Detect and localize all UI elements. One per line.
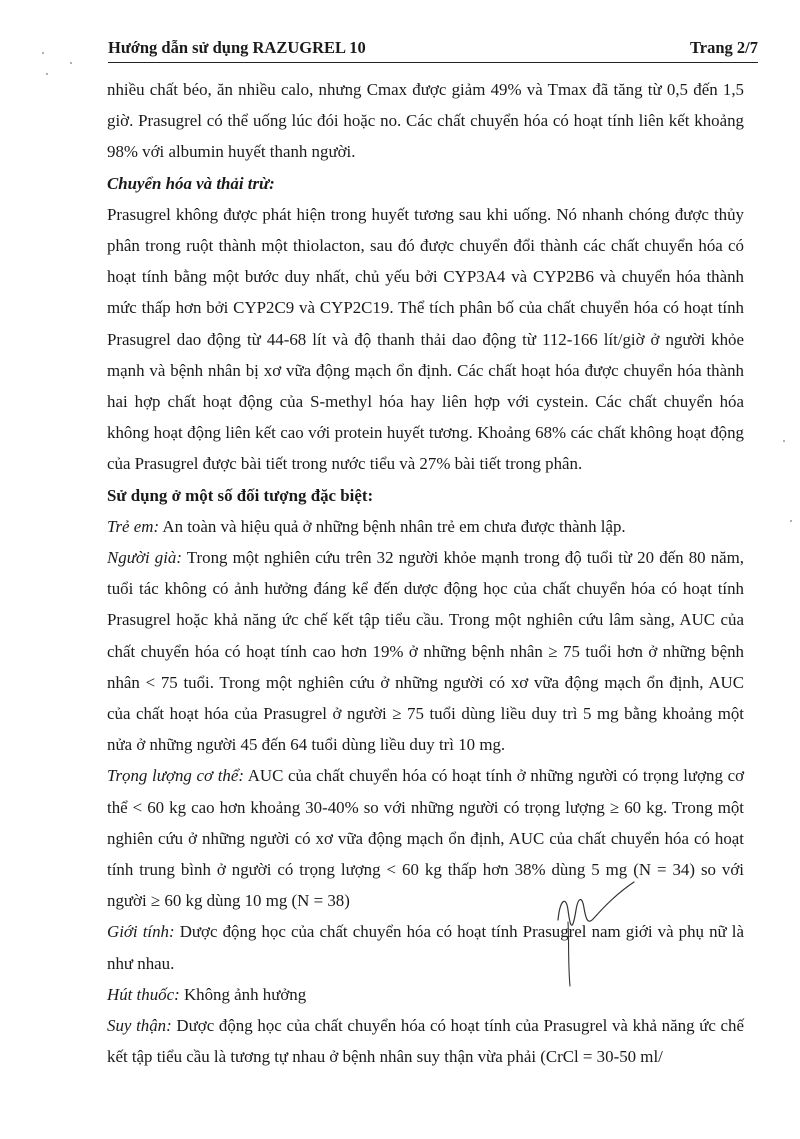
paragraph-children bbox=[107, 511, 744, 542]
scan-speck bbox=[70, 62, 72, 64]
paragraph-body-weight bbox=[107, 760, 744, 916]
text-body-weight: AUC của chất chuyển hóa có hoạt tính ở những người có trọng lượng cơ thể < 60 kg cao hơn khoảng 30-40% so với những người có trọng lượng ≥ 60 kg. Trong một nghiên cứu ở những người có xơ vữa động mạch ổn định, AUC của chất chuyển hóa có hoạt tính trung bình ở người có trọng lượng < 60 kg thấp hơn 38% dùng 5 mg (N = 34) so với người ≥ 60 kg dùng 10 mg (N = 38) bbox=[107, 766, 744, 911]
label-smoking: Hút thuốc: bbox=[107, 984, 180, 1004]
label-gender: Giới tính: bbox=[107, 922, 175, 942]
scan-speck bbox=[42, 52, 44, 54]
paragraph-absorption: nhiều chất béo, ăn nhiều calo, nhưng Cmax được giảm 49% và Tmax đã tăng từ 0,5 đến 1,5 giờ. Prasugrel có thể uống lúc đói hoặc no. Các chất chuyển hóa có hoạt tính liên kết khoảng 98% với albumin huyết thanh người. bbox=[107, 80, 744, 162]
paragraph-metabolism: Prasugrel không được phát hiện trong huyết tương sau khi uống. Nó nhanh chóng được thủy phân trong ruột thành một thiolacton, sau đó được chuyển đổi thành các chất chuyển hóa có hoạt tính bằng một bước duy nhất, chủ yếu bởi CYP3A4 và CYP2B6 và chuyển hóa thành mức thấp hơn bởi CYP2C9 và CYP2C19. Thể tích phân bố của chất chuyển hóa có hoạt tính Prasugrel dao động từ 44-68 lít và độ thanh thải dao động từ 112-166 lít/giờ ở người khỏe mạnh và bệnh nhân bị xơ vữa động mạch ổn định. Các chất hoạt hóa được chuyển hóa thành hai hợp chất hoạt động của S-methyl hóa hay liên hợp với cystein. Các chất chuyển hóa không hoạt động liên kết cao với protein huyết tương. Khoảng 68% các chất không hoạt động của Prasugrel được bài tiết trong nước tiểu và 27% bài tiết trong phân. bbox=[107, 204, 744, 474]
text-children: An toàn và hiệu quả ở những bệnh nhân trẻ em chưa được thành lập. bbox=[159, 516, 626, 536]
handwritten-signature bbox=[548, 880, 638, 990]
scan-speck bbox=[46, 73, 48, 75]
document-body bbox=[107, 74, 744, 1073]
text-renal: Dược động học của chất chuyển hóa có hoạt tính của Prasugrel và khả năng ức chế kết tập tiểu cầu là tương tự nhau ở bệnh nhân suy thận vừa phải (CrCl = 30-50 ml/ bbox=[107, 1016, 744, 1067]
text-gender: Dược động học của chất chuyển hóa có hoạt tính Prasugrel nam giới và phụ nữ là như nhau. bbox=[107, 922, 744, 973]
scan-speck bbox=[783, 440, 785, 442]
document-title: Hướng dẫn sử dụng RAZUGREL 10 bbox=[108, 38, 366, 57]
paragraph-smoking bbox=[107, 979, 744, 1010]
page-header bbox=[108, 38, 758, 63]
page-number: Trang 2/7 bbox=[690, 38, 758, 57]
text-elderly: Trong một nghiên cứu trên 32 người khỏe mạnh trong độ tuổi từ 20 đến 80 năm, tuổi tác không có ảnh hưởng đáng kể đến dược động học của chất chuyển hóa có hoạt tính Prasugrel hoặc khả năng ức chế kết tập tiểu cầu. Trong một nghiên cứu lâm sàng, AUC của chất chuyển hóa có hoạt tính cao hơn 19% ở những bệnh nhân ≥ 75 tuổi hơn ở những bệnh nhân < 75 tuổi. Trong một nghiên cứu ở những người có xơ vữa động mạch ổn định, AUC của chất hoạt hóa của Prasugrel ở người ≥ 75 tuổi dùng liều duy trì 5 mg bằng khoảng một nửa ở những người 45 đến 64 tuổi dùng liều duy trì 10 mg. bbox=[107, 548, 745, 755]
scan-speck bbox=[790, 520, 792, 522]
label-children: Trẻ em: bbox=[107, 516, 160, 536]
label-body-weight: Trọng lượng cơ thể: bbox=[107, 766, 244, 786]
text-smoking: Không ảnh hưởng bbox=[179, 984, 307, 1004]
label-elderly: Người già: bbox=[107, 548, 182, 568]
section-title-metabolism: Chuyển hóa và thải trừ: bbox=[107, 173, 275, 193]
section-title-special-populations: Sử dụng ở một số đối tượng đặc biệt: bbox=[107, 485, 374, 505]
paragraph-gender bbox=[107, 916, 744, 978]
paragraph-renal bbox=[107, 1010, 744, 1072]
paragraph-elderly bbox=[107, 542, 744, 760]
label-renal: Suy thận: bbox=[107, 1016, 172, 1036]
